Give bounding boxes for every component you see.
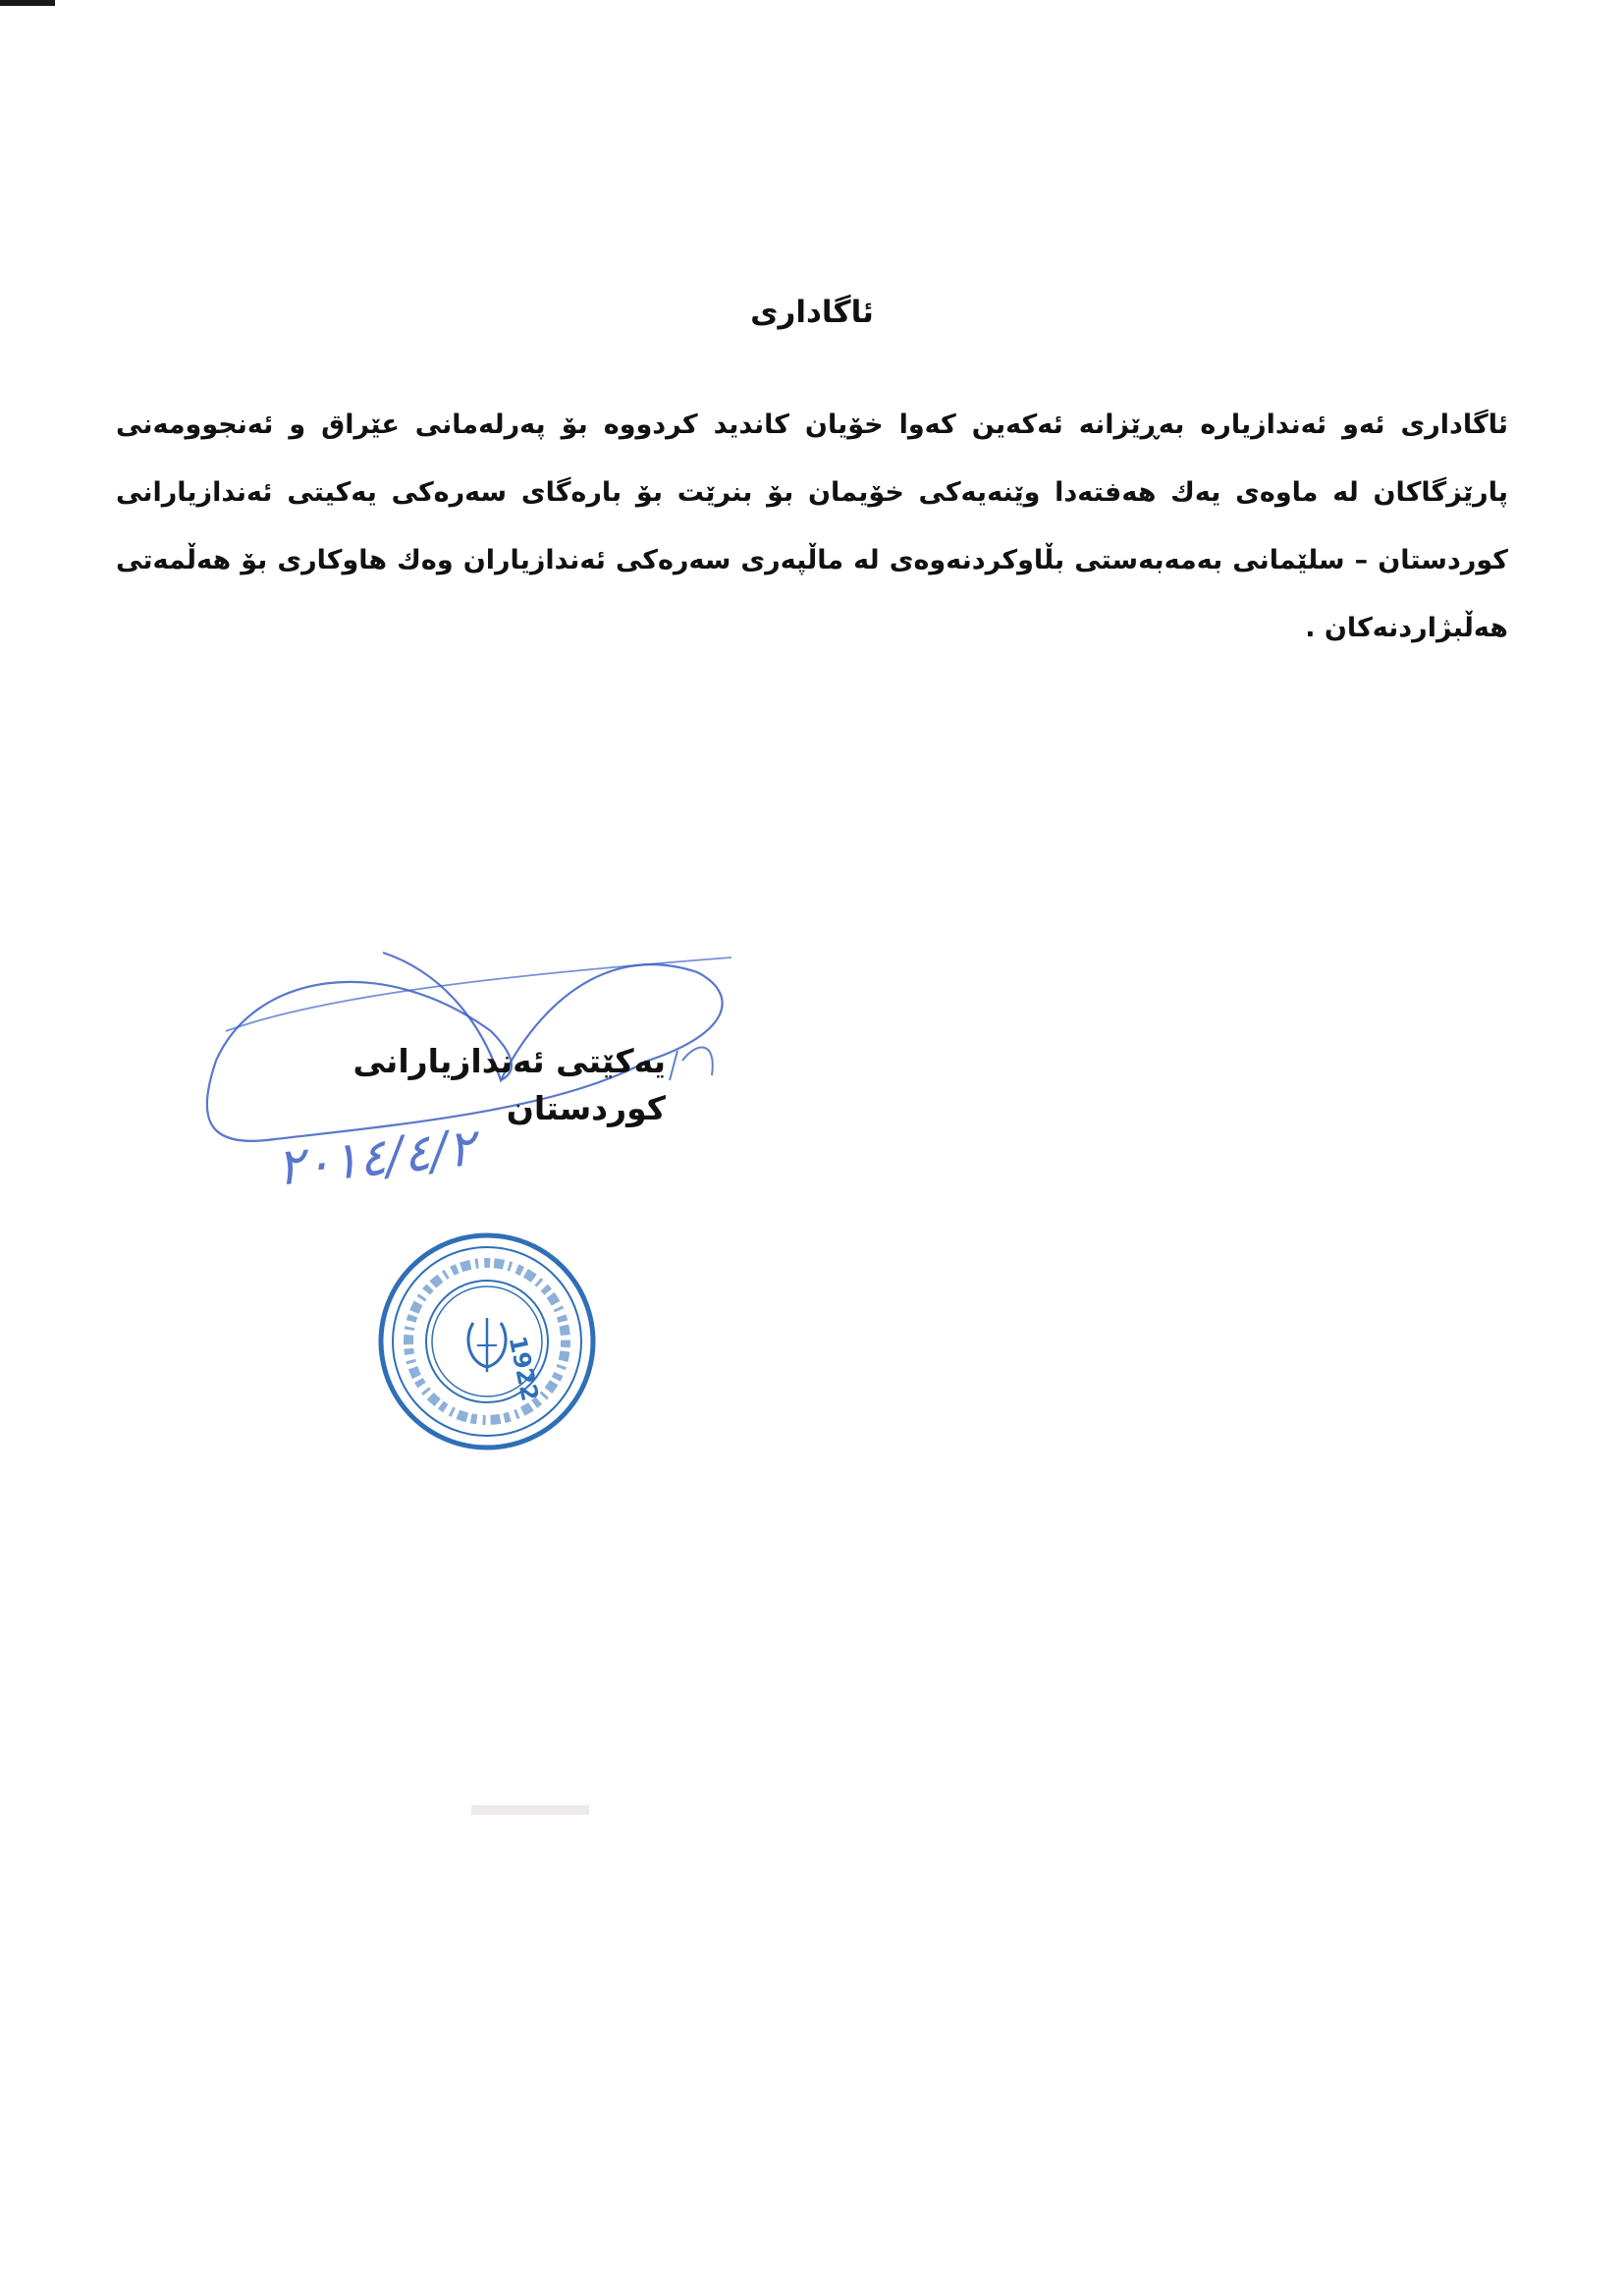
stamp-year: 1922 xyxy=(503,1334,544,1404)
handwritten-date: ٢٠١٤/٤/٢ xyxy=(273,1118,478,1198)
scan-corner-mark xyxy=(0,0,55,6)
official-stamp xyxy=(375,1230,599,1453)
organization-name: یەکێتی ئەندازیارانی کوردستان xyxy=(352,1042,666,1127)
notice-body-paragraph: ئاگاداری ئەو ئەندازیارە بەڕێزانە ئەکەین کەوا خۆیان کاندید کردووە بۆ پەرلەمانی عێراق و ئەنجوومەنی پارێزگاکان لە ماوەی یەك هەفتەدا وێنەیەکی خۆیمان بۆ بنرێت بۆ بارەگای سەرەکی یەکیتی ئەندازیارانی کوردستان – سلێمانی بەمەبەستی بڵاوکردنەوەی لە ماڵپەری سەرەکی ئەندازیاران وەك هاوکاری بۆ هەڵمەتی هەڵبژاردنەکان . xyxy=(116,410,1508,643)
scan-smudge xyxy=(471,1805,589,1815)
notice-title: ئاگاداری xyxy=(750,295,874,330)
